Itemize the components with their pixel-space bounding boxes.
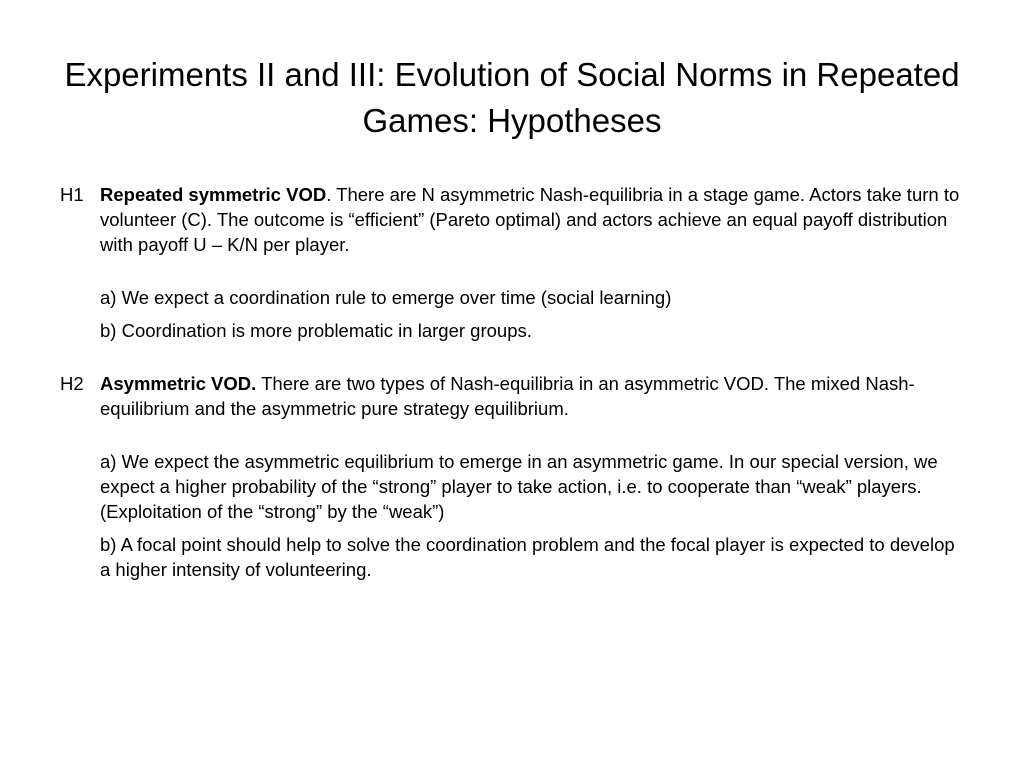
hypothesis-number: H1: [60, 184, 84, 205]
hypothesis-point: a) We expect the asymmetric equilibrium to emerge in an asymmetric game. In our special version, we expect a higher probability of the “strong” player to take action, i.e. to cooperate than “weak” players. (Exploitation of the “strong” by the “weak”): [100, 451, 938, 522]
hypothesis-heading: Repeated symmetric VOD: [100, 184, 327, 205]
hypothesis-text: There are N asymmetric Nash-equilibria in a stage game. Actors take turn to volunteer (C). The outcome is “efficient” (Pareto optimal) and actors achieve an equal payoff distribution with payoff U – K/N per player.: [100, 184, 960, 255]
hypothesis-point: a) We expect a coordination rule to emerge over time (social learning): [100, 287, 672, 308]
hypothesis-point: b) Coordination is more problematic in larger groups.: [100, 320, 532, 341]
hypothesis-number: H2: [60, 373, 84, 394]
hypothesis-h2: [60, 371, 970, 421]
hypothesis-heading-suffix: .: [326, 184, 332, 205]
hypothesis-heading: Asymmetric VOD.: [100, 373, 257, 394]
slide-body: [60, 182, 970, 582]
hypothesis-point: b) A focal point should help to solve the coordination problem and the focal player is expected to develop a higher intensity of volunteering.: [100, 534, 955, 580]
slide-title: Experiments II and III: Evolution of Social Norms in Repeated Games: Hypotheses: [64, 56, 960, 139]
hypothesis-h1: [60, 182, 970, 257]
hypothesis-text: There are two types of Nash-equilibria in an asymmetric VOD. The mixed Nash-equilibrium and the asymmetric pure strategy equilibrium.: [100, 373, 915, 419]
